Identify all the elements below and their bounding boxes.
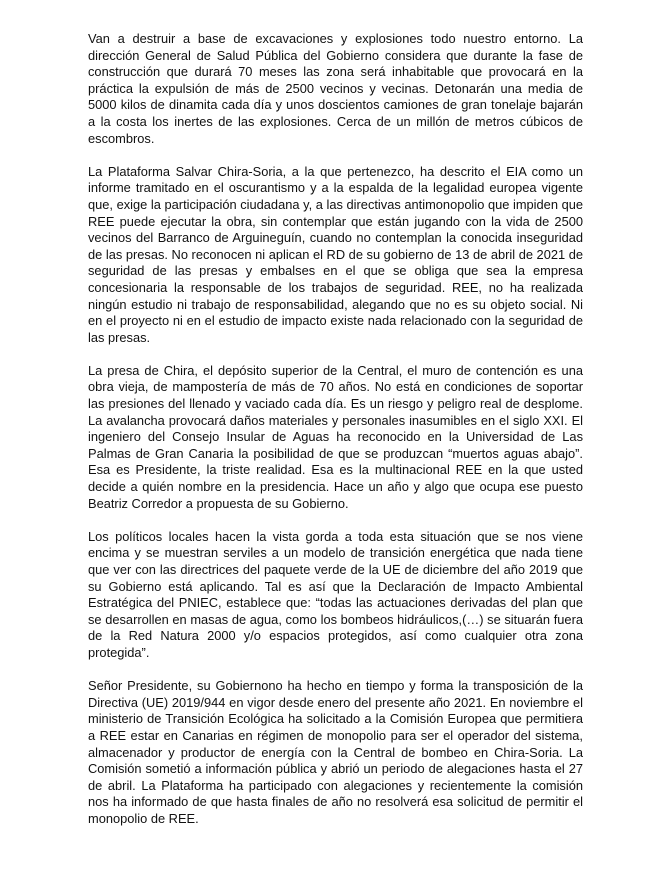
paragraph-plataforma: La Plataforma Salvar Chira-Soria, a la que pertenezco, ha descrito el EIA como un informe tramitado en el oscurantismo y a la espalda de la legalidad europea vigente que, exige la participación ciudadana y, a las directivas antimonopolio que impiden que REE puede ejecutar la obra, sin contemplar que están jugando con la vida de 2500 vecinos del Barranco de Arguineguín, cuando no contemplan la conocida inseguridad de las presas. No reconocen ni aplican el RD de su gobierno de 13 de abril de 2021 de seguridad de las presas y embalses en el que se obliga que sea la empresa concesionaria la responsable de los trabajos de seguridad. REE, no ha realizada ningún estudio ni trabajo de responsabilidad, alegando que no es su objeto social. Ni en el proyecto ni en el estudio de impacto existe nada relacionado con la seguridad de las presas. <box>88 163 583 345</box>
paragraph-excavaciones: Van a destruir a base de excavaciones y explosiones todo nuestro entorno. La dirección General de Salud Pública del Gobierno considera que durante la fase de construcción que durará 70 meses las zona será inhabitable que provocará en la práctica la expulsión de más de 2500 vecinos y vecinas. Detonarán una media de 5000 kilos de dinamita cada día y unos doscientos camiones de gran tonelaje bajarán a la costa los inertes de las explosiones. Cerca de un millón de metros cúbicos de escombros. <box>88 31 583 146</box>
paragraph-politicos-locales: Los políticos locales hacen la vista gorda a toda esta situación que se nos viene encima y se muestran serviles a un modelo de transición energética que nada tiene que ver con las directrices del paquete verde de la UE de diciembre del año 2019 que su Gobierno está aplicando. Tal es así que la Declaración de Impacto Ambiental Estratégica del PNIEC, establece que: “todas las actuaciones derivadas del plan que se desarrollen en masas de agua, como los bombeos hidráulicos,(…) se situarán fuera de la Red Natura 2000 y/o espacios protegidos, así como cualquier otra zona protegida”. <box>88 528 583 660</box>
document-page <box>88 31 583 844</box>
paragraph-directiva: Señor Presidente, su Gobiernono ha hecho en tiempo y forma la transposición de la Directiva (UE) 2019/944 en vigor desde enero del presente año 2021. En noviembre el ministerio de Transición Ecológica ha solicitado a la Comisión Europea que permitiera a REE estar en Canarias en régimen de monopolio para ser el operador del sistema, almacenador y productor de energía con la Central de bombeo en Chira-Soria. La Comisión sometió a información pública y abrió un periodo de alegaciones hasta el 27 de abril. La Plataforma ha participado con alegaciones y recientemente la comisión nos ha informado de que hasta finales de año no resolverá esa solicitud de permitir el monopolio de REE. <box>88 678 583 826</box>
paragraph-presa-chira: La presa de Chira, el depósito superior de la Central, el muro de contención es una obra vieja, de mampostería de más de 70 años. No está en condiciones de soportar las presiones del llenado y vaciado cada día. Es un riesgo y peligro real de desplome. La avalancha provocará daños materiales y personales inasumibles en el siglo XXI. El ingeniero del Consejo Insular de Aguas ha reconocido en la Universidad de Las Palmas de Gran Canaria la posibilidad de que se produzcan “muertos aguas abajo”. Esa es Presidente, la triste realidad. Esa es la multinacional REE en la que usted decide a quién nombre en la presidencia. Hace un año y algo que ocupa ese puesto Beatriz Corredor a propuesta de su Gobierno. <box>88 362 583 511</box>
